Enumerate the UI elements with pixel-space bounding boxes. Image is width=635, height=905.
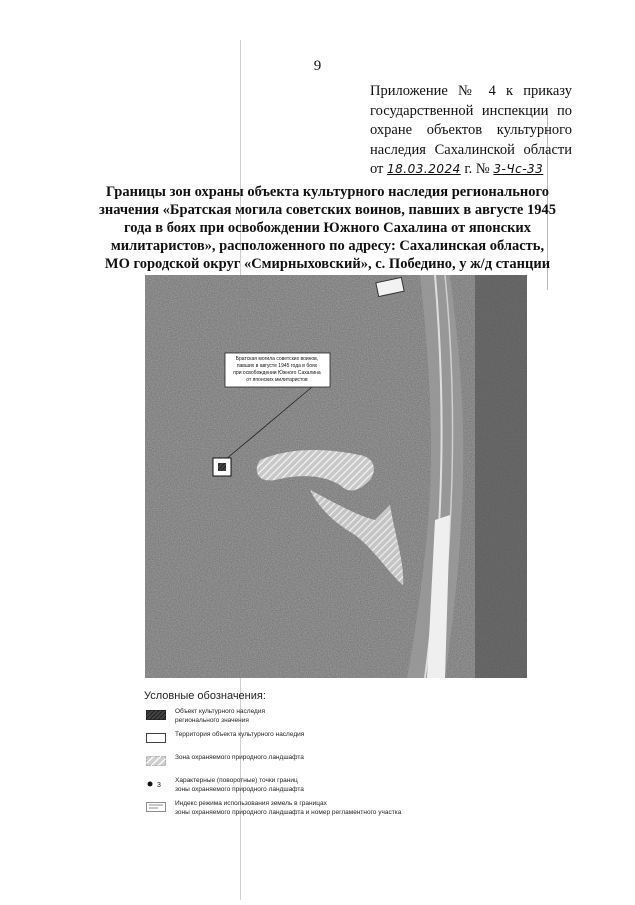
handwritten-number: 3-Чс-33: [493, 162, 544, 176]
callout-line-2: павших в августе 1945 года в боях: [236, 363, 318, 369]
title-line-3: года в боях при освобождении Южного Сахалина от японских: [123, 220, 532, 236]
map-edge-shadow: [475, 275, 527, 678]
appendix-date-line: [370, 160, 572, 180]
title-line-1: Границы зон охраны объекта культурного наследия регионального: [105, 184, 550, 200]
title-line-2: значения «Братская могила советских воинов, павших в августе 1945: [99, 202, 556, 218]
appendix-line-4: наследия Сахалинской области: [370, 141, 572, 158]
map-legend: [144, 690, 484, 823]
title-line-4: милитаристов», расположенного по адресу: Сахалинская область,: [110, 238, 545, 254]
legend-item-label: Объект культурного наследия: [175, 708, 265, 715]
page-number: 9: [313, 58, 322, 74]
legend-item: [144, 777, 484, 799]
document-title: [60, 183, 595, 273]
heritage-object-marker: [213, 458, 231, 476]
legend-item-label: Территория объекта культурного наследия: [175, 731, 305, 738]
legend-item-label: Индекс режима использования земель в границах: [175, 800, 327, 807]
legend-item: [144, 708, 484, 730]
legend-title: Условные обозначения:: [144, 690, 266, 702]
territory-outline-symbol-icon: [146, 733, 166, 743]
legend-item: [144, 731, 484, 753]
legend-item-label: Характерные (поворотные) точки границ: [175, 777, 298, 784]
point-marker-symbol-icon: [146, 779, 166, 789]
appendix-line-2: государственной инспекции по: [370, 102, 572, 119]
callout-line-4: от японских милитаристов: [246, 377, 308, 383]
handwritten-date: 18.03.2024: [387, 162, 461, 176]
title-line-5: МО городской округ «Смирныховский», с. Победино, у ж/д станции: [104, 256, 551, 272]
diagonal-hatch-symbol-icon: [146, 756, 166, 766]
index-box-symbol-icon: [146, 802, 166, 812]
legend-item-label: зоны охраняемого природного ландшафта: [175, 785, 304, 793]
legend-item: [144, 754, 484, 776]
legend-item: [144, 800, 484, 822]
heritage-object-fill: [218, 463, 226, 471]
svg-text:3: 3: [157, 782, 161, 789]
appendix-line-3: охране объектов культурного: [370, 122, 572, 138]
legend-item-label: регионального значения: [175, 716, 249, 724]
appendix-line-1: Приложение № 4 к приказу: [370, 83, 572, 99]
map-svg: [145, 275, 527, 678]
legend-item-label: Зона охраняемого природного ландшафта: [175, 754, 304, 761]
legend-item-label: зоны охраняемого природного ландшафта и номер регламентного участка: [175, 808, 402, 816]
callout-line-3: при освобождении Южного Сахалина: [233, 370, 321, 376]
dense-hatch-symbol-icon: [146, 710, 166, 720]
callout-line-1: Братская могила советских воинов,: [235, 356, 319, 362]
number-prefix: г. №: [464, 161, 490, 177]
satellite-map: [145, 275, 527, 678]
appendix-header: [370, 82, 572, 180]
date-prefix: от: [370, 161, 384, 177]
